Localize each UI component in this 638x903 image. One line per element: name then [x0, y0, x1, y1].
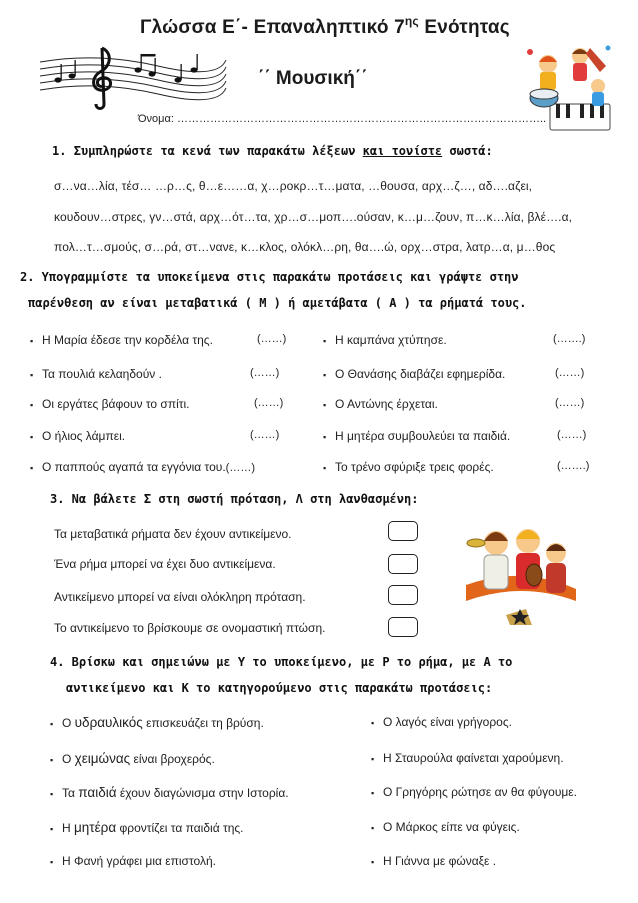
answer-box[interactable]: [388, 521, 418, 541]
answer-blank: (……): [225, 462, 255, 474]
bullet-icon: ▪: [371, 718, 375, 728]
list-item: ▪ Ο Μάρκος είπε να φύγεις.: [371, 820, 520, 834]
bullet-icon: ▪: [50, 719, 54, 729]
section2-heading: 2. Υπογραμμίστε τα υποκείμενα στις παρακάτω προτάσεις και γράψτε στην: [20, 270, 519, 284]
fill-blanks-line: κουδουν…στρες, γν…στά, αρχ…ότ…τα, χρ…σ…μοπ….ούσαν, κ…μ…ζουν, π…κ…λία, βλέ….α,: [54, 210, 573, 224]
section3-heading: 3. Να βάλετε Σ στη σωστή πρόταση, Λ στη λανθασμένη:: [50, 492, 419, 506]
kids-music-illustration: [520, 42, 616, 140]
list-item: ▪ Η Μαρία έδεσε την κορδέλα της.: [30, 333, 213, 347]
bullet-icon: ▪: [30, 432, 34, 442]
answer-blank: (……): [250, 429, 280, 441]
bullet-icon: ▪: [371, 857, 375, 867]
bullet-icon: ▪: [323, 400, 327, 410]
answer-box[interactable]: [388, 554, 418, 574]
list-item: ▪ Ο λαγός είναι γρήγορος.: [371, 715, 512, 729]
list-item: ▪ Ο Γρηγόρης ρώτησε αν θα φύγουμε.: [371, 785, 577, 799]
bullet-icon: ▪: [323, 432, 327, 442]
bullet-icon: ▪: [323, 370, 327, 380]
list-item: ▪ Η Γιάννα με φώναξε .: [371, 854, 497, 868]
answer-box[interactable]: [388, 585, 418, 605]
bullet-icon: ▪: [50, 857, 54, 867]
bullet-icon: ▪: [371, 788, 375, 798]
answer-blank: (……): [557, 429, 587, 441]
bullet-icon: ▪: [30, 370, 34, 380]
list-item: ▪ Η μητέρα συμβουλεύει τα παιδιά.: [323, 429, 511, 443]
bullet-icon: ▪: [323, 336, 327, 346]
section4-heading-cont: αντικείμενο και Κ το κατηγορούμενο στις παρακάτω προτάσεις:: [66, 681, 493, 695]
list-item: ▪ Ο χειμώνας είναι βροχερός.: [50, 751, 215, 766]
answer-blank: (……): [254, 397, 284, 409]
list-item: ▪ Το τρένο σφύριξε τρεις φορές.: [323, 460, 494, 474]
list-item: ▪ Οι εργάτες βάφουν το σπίτι.: [30, 397, 190, 411]
section4-heading: 4. Βρίσκω και σημειώνω με Υ το υποκείμενο, με Ρ το ρήμα, με Α το: [50, 655, 513, 669]
fill-blanks-line: πολ…τ…σμούς, σ…ρά, στ…νανε, κ…κλος, ολόκλ…ρη, θα….ώ, ορχ…στρα, λατρ…α, μ…θος: [54, 240, 556, 254]
student-name-line: Όνομα: ………………………………………………………………………………………..: [138, 113, 547, 125]
list-item: ▪ Ο Αντώνης έρχεται.: [323, 397, 438, 411]
worksheet-title: Γλώσσα Ε΄- Επαναληπτικό $7^{\eta\varsigma}$ Ενότητας: [140, 14, 510, 38]
answer-blank: (…….): [553, 333, 586, 345]
list-item: ▪ Τα πουλιά κελαηδούν .: [30, 367, 162, 381]
list-item: ▪ Τα παιδιά έχουν διαγώνισμα στην Ιστορία.: [50, 785, 289, 800]
bullet-icon: ▪: [371, 754, 375, 764]
bullet-icon: ▪: [30, 336, 34, 346]
list-item: ▪ Ο υδραυλικός επισκευάζει τη βρύση.: [50, 715, 264, 730]
list-item: ▪ Ο ήλιος λάμπει.: [30, 429, 126, 443]
true-false-statement: Το αντικείμενο το βρίσκουμε σε ονομαστική πτώση.: [54, 621, 326, 635]
section1-heading: 1. Συμπληρώστε τα κενά των παρακάτω λέξεων και τονίστε σωστά:: [52, 144, 493, 158]
section2-heading-cont: παρένθεση αν είναι μεταβατικά ( Μ ) ή αμετάβατα ( Α ) τα ρήματά τους.: [28, 296, 527, 310]
answer-blank: (……): [555, 367, 585, 379]
answer-blank: (……): [257, 333, 287, 345]
bullet-icon: ▪: [50, 824, 54, 834]
bullet-icon: ▪: [371, 823, 375, 833]
list-item: ▪ Ο Θανάσης διαβάζει εφημερίδα.: [323, 367, 506, 381]
list-item: ▪ Η Σταυρούλα φαίνεται χαρούμενη.: [371, 751, 564, 765]
list-item: ▪ Η Φανή γράφει μια επιστολή.: [50, 854, 216, 868]
list-item: ▪ Ο παππούς αγαπά τα εγγόνια του.(……): [30, 460, 255, 474]
bullet-icon: ▪: [30, 463, 34, 473]
answer-box[interactable]: [388, 617, 418, 637]
true-false-statement: Τα μεταβατικά ρήματα δεν έχουν αντικείμενο.: [54, 527, 292, 541]
true-false-statement: Αντικείμενο μπορεί να είναι ολόκληρη πρόταση.: [54, 590, 306, 604]
fill-blanks-line: σ…να…λία, τέσ… …ρ…ς, θ…ε……α, χ…ροκρ…τ…ματα, …θουσα, αρχ…ζ…, αδ….αζει,: [54, 179, 533, 193]
worksheet-subtitle: ΄΄ Μουσική΄΄: [258, 68, 368, 89]
true-false-statement: Ένα ρήμα μπορεί να έχει δυο αντικείμενα.: [54, 557, 276, 571]
bullet-icon: ▪: [30, 400, 34, 410]
bullet-icon: ▪: [50, 789, 54, 799]
answer-blank: (…….): [557, 460, 590, 472]
list-item: ▪ Η μητέρα φροντίζει τα παιδιά της.: [50, 820, 244, 835]
list-item: ▪ Η καμπάνα χτύπησε.: [323, 333, 447, 347]
kids-band-illustration: [466, 505, 576, 625]
answer-blank: (……): [250, 367, 280, 379]
bullet-icon: ▪: [323, 463, 327, 473]
answer-blank: (……): [555, 397, 585, 409]
bullet-icon: ▪: [50, 755, 54, 765]
music-staff-icon: [38, 40, 228, 110]
